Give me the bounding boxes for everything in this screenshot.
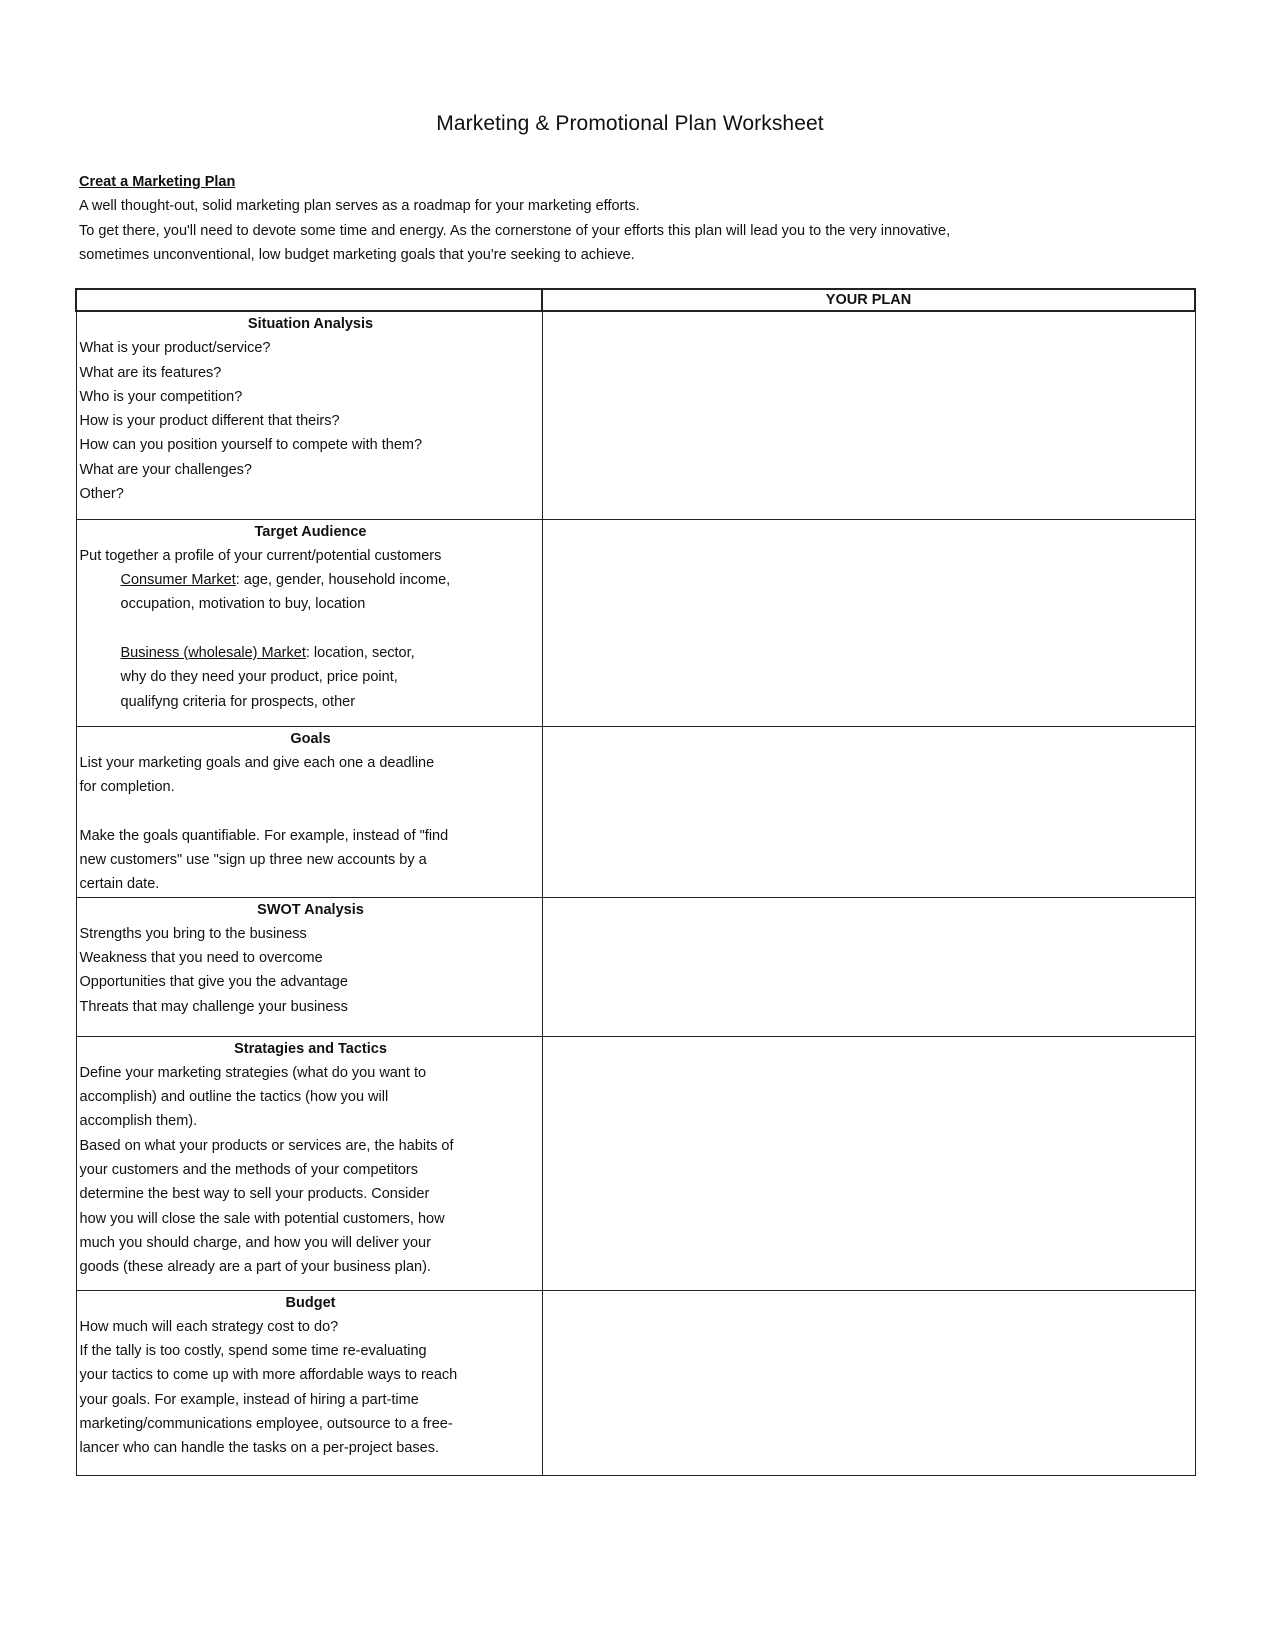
section-title: Stratagies and Tactics — [234, 1040, 387, 1057]
consumer-market-label: Consumer Market — [120, 572, 236, 589]
target-audience-plan-field[interactable] — [542, 519, 1195, 726]
table-row — [76, 1036, 1195, 1290]
target-audience-section — [76, 519, 542, 726]
prompt-line: certain date. — [79, 876, 160, 893]
consumer-market-line — [80, 568, 542, 592]
business-market-label: Business (wholesale) Market — [120, 644, 306, 661]
prompt-line: marketing/communications employee, outsource to a free- — [79, 1416, 453, 1433]
prompt-line: your tactics to come up with more affordable ways to reach — [79, 1367, 458, 1384]
prompt-line: Based on what your products or services are, the habits of — [79, 1137, 454, 1154]
section-title: SWOT Analysis — [257, 901, 364, 918]
intro-line: sometimes unconventional, low budget marketing goals that you're seeking to achieve. — [79, 246, 635, 263]
prompt-line: What is your product/service? — [79, 340, 271, 357]
business-market-text: : location, sector, — [305, 644, 415, 661]
strategies-tactics-section — [76, 1036, 542, 1290]
your-plan-header: YOUR PLAN — [542, 289, 1195, 311]
situation-analysis-section — [76, 311, 542, 519]
prompt-line: accomplish) and outline the tactics (how you will — [79, 1089, 389, 1106]
table-row — [76, 897, 1195, 1036]
strategies-tactics-plan-field[interactable] — [542, 1036, 1195, 1290]
prompt-line: accomplish them). — [79, 1113, 198, 1130]
consumer-market-text: : age, gender, household income, — [235, 572, 451, 589]
intro-line: A well thought-out, solid marketing plan serves as a roadmap for your marketing efforts. — [79, 198, 640, 215]
section-title: Budget — [285, 1294, 336, 1311]
situation-analysis-plan-field[interactable] — [542, 311, 1195, 519]
prompt-line: How can you position yourself to compete with them? — [79, 437, 423, 454]
prompt-line: How much will each strategy cost to do? — [79, 1318, 339, 1335]
intro-line: To get there, you'll need to devote some time and energy. As the cornerstone of your efforts this plan will lead you to the very innovative, — [79, 222, 951, 239]
table-row — [76, 519, 1195, 726]
prompt-line: Make the goals quantifiable. For example, instead of "find — [79, 827, 449, 844]
prompt-line: Threats that may challenge your business — [79, 998, 348, 1015]
page-title: Marketing & Promotional Plan Worksheet — [436, 112, 824, 135]
goals-plan-field[interactable] — [542, 726, 1195, 897]
section-title: Situation Analysis — [247, 316, 374, 332]
prompt-line: What are your challenges? — [79, 461, 252, 478]
business-market-line — [80, 641, 542, 665]
prompt-line: Other? — [79, 486, 124, 503]
prompt-line: goods (these already are a part of your business plan). — [79, 1259, 431, 1276]
swot-analysis-section — [76, 897, 542, 1036]
intro-section — [79, 170, 1179, 267]
budget-plan-field[interactable] — [542, 1290, 1195, 1475]
prompt-line: occupation, motivation to buy, location — [120, 596, 366, 613]
prompt-line: List your marketing goals and give each one a deadline — [79, 754, 435, 771]
prompt-line: how you will close the sale with potential customers, how — [79, 1210, 445, 1227]
prompt-line: Define your marketing strategies (what do you want to — [79, 1064, 427, 1081]
prompt-line: How is your product different that theirs? — [79, 413, 340, 430]
intro-heading: Creat a Marketing Plan — [79, 174, 236, 190]
prompt-line: Who is your competition? — [79, 388, 243, 405]
swot-analysis-plan-field[interactable] — [542, 897, 1195, 1036]
table-row — [76, 726, 1195, 897]
header-left-cell — [76, 289, 542, 311]
prompt-line: What are its features? — [79, 364, 222, 381]
table-row — [76, 311, 1195, 519]
prompt-line: for completion. — [79, 779, 175, 796]
table-header-row — [76, 289, 1195, 311]
prompt-line: Weakness that you need to overcome — [79, 950, 323, 967]
budget-section — [76, 1290, 542, 1475]
prompt-line: much you should charge, and how you will deliver your — [79, 1234, 431, 1251]
prompt-line: Opportunities that give you the advantage — [79, 974, 348, 991]
table-row — [76, 1290, 1195, 1475]
spacer — [80, 799, 542, 823]
prompt-line: determine the best way to sell your products. Consider — [79, 1186, 430, 1203]
spacer — [80, 617, 542, 641]
goals-section — [76, 726, 542, 897]
section-title: Goals — [290, 730, 331, 747]
prompt-line: your goals. For example, instead of hiring a part-time — [79, 1391, 419, 1408]
prompt-line: Strengths you bring to the business — [79, 925, 307, 942]
prompt-line: why do they need your product, price point, — [120, 669, 398, 686]
prompt-line: your customers and the methods of your competitors — [79, 1162, 418, 1179]
prompt-line: Put together a profile of your current/potential customers — [79, 547, 442, 564]
prompt-line: qualifyng criteria for prospects, other — [120, 693, 356, 710]
worksheet-table — [75, 288, 1196, 1476]
prompt-line: If the tally is too costly, spend some time re-evaluating — [79, 1343, 427, 1360]
prompt-line: lancer who can handle the tasks on a per-project bases. — [79, 1440, 439, 1457]
prompt-line: new customers" use "sign up three new accounts by a — [79, 851, 427, 868]
section-title: Target Audience — [254, 523, 367, 540]
